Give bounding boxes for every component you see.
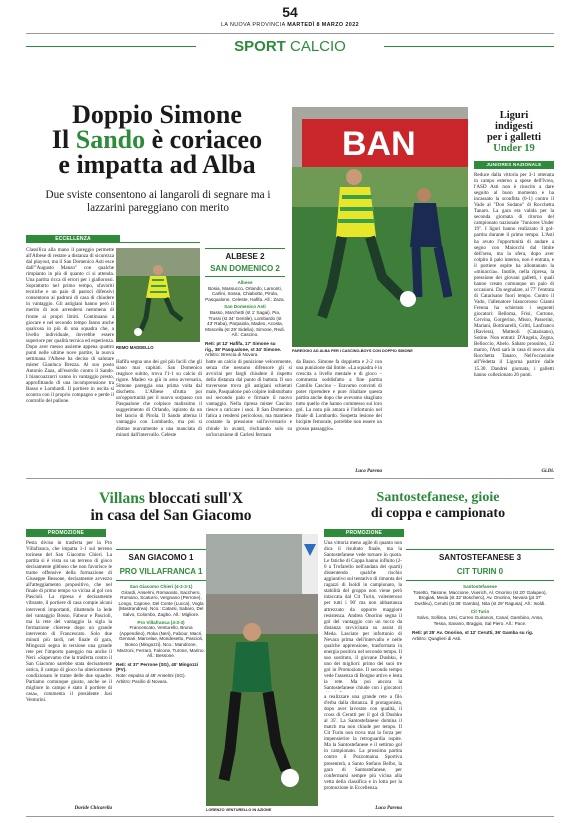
box1-team2: SAN DOMENICO 2 xyxy=(210,264,280,273)
box3-team1-name: Santostefanese xyxy=(463,584,497,589)
main-headline xyxy=(24,102,290,177)
photo-match-action xyxy=(292,107,468,347)
br-title-1: Santostefanese, gioie xyxy=(376,490,500,505)
bl-author: Davide Chicarella xyxy=(74,806,112,811)
br-title-2: di coppa e campionato xyxy=(370,506,506,521)
side-title-3: per i galletti xyxy=(486,132,542,143)
box3-top-rule xyxy=(406,549,554,550)
box1-team2-name: San Domenico Asti xyxy=(224,304,266,310)
main-bottom-rule xyxy=(26,478,554,479)
photo3-caption: LORENZO VENTURELLO IN AZIONE xyxy=(206,808,272,812)
side-text: Reduce dalla vittoria per 3-1 ottenuta in campo esterno a spese dell'Ivrea, l'ASD Asti non è riuscito a dare seguito al buon momento e ha incassato la sconfitta (0-1) contro il Vado al "Don Sodano" di Rocchetta Tanaro. La gara era valida per la seconda giornata di ritorno del campionato nazionale "Juniores Under 19". I liguri hanno realizzato il gol-partita durante il primo tempo. L'Asti ha avuto l'opportunità di andare a segno con Maiocchi dal limite dell'area, ma la sfera, dopo aver colpito il palo interno, non è entrata, e il portiere ospite ha allontanato la «minaccia». Inutile, nella ripresa, la pressione dei giovani galletti, i quali hanno creato comunque un paio di occasioni. Da segnalare, al 77' l'entrata di Catarisano fuori tempo. Contro il Vado, l'allenatore biancorosso Gianni Frenna ha schierato i seguenti giocatori: Belloma, Frisi, Curtone, Cervina, Gorgerino, Misso, Passerini, Mariani, Bottinarelli, Gritti, Lanfranco (Raviera), Matteoli (Catarisano), Sotine. Non entrati: D'Angela, Zegna, Belloccio, Abelo. Sabato prossimo, 12 marzo, l'Asti sarà in casa di nuovo alla Rocchetta Tanaro, Nell'occasione all'Vedetta il Ligorna partire dalle 15.30. Dandrei giornata, i galletti hanno collezionato 26 punti. xyxy=(474,172,554,378)
box1-team1-name: Albese xyxy=(237,280,253,285)
header-rule-left xyxy=(26,46,196,47)
header-rule-left xyxy=(26,33,554,34)
box3-team1: SANTOSTEFANESE 3 xyxy=(438,553,522,562)
box3-team2-name: Cit Turin xyxy=(470,609,490,615)
box3-team1-lineup: Tosetto, Taisone, Maccione, Vuerich, Al. Onorino (st 20' Galupeo), Brogiati, Meda (st 32' Boschero), Av. Onorino, Nevara (pt 37' Dushku), Cerutti (st 36' Gamba), Nita (st 29' Ragusa). All.: Isoldi. xyxy=(413,589,547,606)
box2-lineups xyxy=(116,584,206,684)
box1-referee: Arbitro: Brescia di Novara. xyxy=(205,352,259,358)
banner-text: BAN xyxy=(342,125,416,163)
page-number: 54 xyxy=(282,4,298,20)
br-tag: PROMOZIONE xyxy=(324,529,404,537)
photo2-caption: PAREGGIO AD ALBA PER I CASCINO-BOYS CON DOPPIO SIMONE xyxy=(292,349,413,353)
bl-tag: PROMOZIONE xyxy=(26,529,106,537)
box2-top-rule xyxy=(116,549,206,550)
main-section-tag: ECCELLENZA xyxy=(26,235,120,243)
player-illustration xyxy=(116,248,200,342)
box3-mid-rule xyxy=(406,580,554,581)
photo-player-yellow xyxy=(116,248,200,342)
page-date: MARTEDÌ 8 MARZO 2022 xyxy=(287,22,360,28)
bl-title-2: in casa del San Giacomo xyxy=(90,507,252,524)
box2-team2-lineup: Francescato, Venturello, Bruna (Appendino), Roka (Neri), Fabour, Macri, Gennari, Marcelae, Mondesetto, Pascioli, Bosco (Mingozzi). Nco.: Mandrone, Marzoni, Ferraro, Falcone, Turone, Marino. All.: Bessone. xyxy=(117,625,205,659)
box1-goals: Reti: pt 12' Hafifa, 17' Simone su rig., 38' Pasqualone, st 34' Simone. xyxy=(205,340,282,352)
br-author: Luca Parena xyxy=(375,806,402,811)
main-col1: Classifica alla mano il pareggio permette all'Albese di restare a distanza di sicurezza dal playout, ma il San Domenico Asti esce dall'"Augusto Manzo" con qualche rimpianto in più di quanto ci si attenda. Una partita ricca di errori per i giallorossi. Soprattutto nel primo tempo, sfavoriti tecniche e un paio di pastoci difensivi consentono ai padroni di casa di chiudere in vantaggio. Gli astigiani hanno però il merito di non arrendersi nemmeno di fronte ai propri limiti. Continuano a giocare e nel secondo tempo fanno anche qualcosa in più di una squadra che, a livello individuale, dovrebbe essere superiore per qualità tecnica ed esperienza. Dopo aver messo assieme appena quattro punti nelle ultime nove partite, la nuova settimana l'Albese ha deciso di salutare mister Gianluca Brezza. Al suo posto Antonio Zaza, all'esordio contro il Sando. I biancoazzurri vanno in vantaggio presto, approfittando di una incomprensione tra Basso e Lombardi. Il portiere in uscita si scontra con il proprio compagno e perde il controllo del pallone. xyxy=(26,247,114,405)
box2-team1: SAN GIACOMO 1 xyxy=(128,553,194,562)
section-calcio: CALCIO xyxy=(290,38,346,55)
bl-title-1: Villans bloccati sull'X xyxy=(98,490,244,507)
box1-mid-rule xyxy=(205,276,285,277)
masthead-line xyxy=(180,22,400,28)
side-headline xyxy=(474,110,554,154)
box1-team2-lineup: Basso, Marchetti (st 1' Sagai), Pia, Trussi (st 34' Gentile), Lombardo (st 43' Raba), Parpaiola, Madeo, Acosta, Moscella (st 25' Sidelia), Simone, Redi. All.: Cascino. xyxy=(205,309,285,338)
br-col1: Una vittoria meno agile di quanto non dica il risultato finale, ma la Santostefanese vede tornare in quota. Le fatiche di Coppa hanno influito (2-0 a Trofarello nell'andata dei quarti) dissentendo qualche rischio aggiuntivo sul tentativo di rimonta dei ragazzi di Isoldi in campionato, la stabilità del gruppo non viene però intaccata dal Cit Turin, volenteroso per tutti i 90' ma non abbastanza attrezzato da opporre maggiore resistenza. Andrea Onorino segna il gol del vantaggio con un tocco da distanza ravvicinata su assist di Meda. Lasciato per infortunio di Nevara prima dell'intervallo e nelle qualche apprensione, trasformata in energia positiva nel secondo tempo. Il suo sostituto, il giovane Dushku, è uno dei migliori: primo dei suoi tre gol in Promozione. Il secondo tempo vede l'assenza di Borgne attivo e lesta la rete. Ma poi ancora la Santostefanese chiude con i giocatori xyxy=(324,540,402,692)
side-tag: JUNIORES NAZIONALE xyxy=(474,161,554,169)
section-sport: SPORT xyxy=(234,38,286,55)
box2-referee: Arbitro: Pacilio di Novara. xyxy=(116,678,168,684)
box1-lineups xyxy=(205,280,285,358)
box1-team1-lineup: Bosia, Massucco, Orlando, Lamonti, Carlini, Sossa, Chiabotto, Pirola, Pasqualone, Celeste, Hafifa. All.: Zaza. xyxy=(205,285,285,302)
box3-goals: Reti: pt 25' Av. Onorino, st 12' Cerutti, 36' Gamba su rig. xyxy=(412,630,534,636)
main-col3: batte un calcio di punizione velocemente, senza che nessuno difensore gli si avvicini per fargli chiudere il rispetto della distanza dal punto di battuta. Il suo traversone trova gli astigiani schierati male, Pasqualone può colpire indisturbato sul secondo palo e firmare il nuovo vantaggio. Nella ripresa mister Cascino riesce a caricare i suoi. Il San Domenico fatica a rendersi pericoloso, ma mantiene costante la pressione sull'avversario e chiude in avanti, rischiando solo su un'incursione di Carlesi fermata xyxy=(206,359,292,438)
venturello-illustration xyxy=(206,534,318,806)
box3-team2-lineup: Salvo, Sollima, Ursi, Curreo Guiranos, Canal, Gambino, Ansa, Tessa, Savano, Braggio, Sal Piero. All.: Pace. xyxy=(416,614,544,626)
box3-referee: Arbitro: Quaglieri di Asti. xyxy=(412,635,462,641)
box2-mid-rule xyxy=(116,580,206,581)
box2-team2: PRO VILLAFRANCA 1 xyxy=(119,567,203,576)
section-label xyxy=(200,38,380,55)
main-subtitle: Due sviste consentono ai langaroli di segnare ma i lazzarini pareggiano con merito xyxy=(45,189,271,214)
box2-team2-name: Pro Villafranca (4-3-3) xyxy=(137,619,185,625)
bottom-rule xyxy=(26,816,554,817)
box2-team1-name: San Giacomo Chieri (4-2-3-1) xyxy=(129,584,193,589)
match-illustration xyxy=(292,107,468,347)
paper-name: LA NUOVA PROVINCIA xyxy=(220,22,286,28)
photo-venturello xyxy=(206,534,318,806)
side-title-2: indigesti xyxy=(495,121,533,132)
bl-col1: Pesta diviso in trasferta per la Pro Villafranca, che impatta 1-1 sul terreno torinese del San Giacomo Chieri. La partita si è vista su un terreno di gioco decisamente gibboso che non favorisce le trame offensive della formazione di Giuseppe Bessone, decisamente avvezzo all'atteggiamento propositivo, che nel finale di primo tempo va vicina al gol con Pascioli. La ripresa è decisamente vibrante, il portiere di casa compie alcuni interventi importanti, ribattendo la lede del vantaggio Bosso, Fabour e Pascioli, ma la rete del vantaggio la sigla la formazione chierese dopo un grande intervento di Francescato. Solo due minuti più tardi, nel finale di gara, Mingozzi segna in tersione una grande rete per l'importo pareggio ma anche il Neri. «Sapevamo che la trasferta contro il San Giacomo sarebbe stata decisamente ostica, il campo di gioco ha ulteriormente condizionato le trame delle due squadre. Partiamo comunque giusto, anche se il migliore in campo è stato il portiere di casa», commenta il presidente Josi Venturini. xyxy=(26,540,112,704)
header-rule-right xyxy=(384,46,554,47)
br-headline xyxy=(322,490,554,522)
main-col4: da Basso. Simone fa doppietta e 2-2 con una punizione dal limite. «La squadra è in crescita a livello mentale e di gioco – commenta soddisfatto a fine partita Camillo Cascino – Eravamo convinti di poter riprendere e pure ribaltare questa partita anche dopo che avevamo sbagliato tutto quello che hanno commesso sui loro gol. La nota più amara è l'infortunio nel finale di Lombardo. Sospetta lesione dei bicipite femorale, potrebbe non essere un grosso passaggio». xyxy=(296,359,382,432)
side-author: Gi.Di. xyxy=(541,469,554,474)
br-col2: a realizzare una grande rete a filo d'erba dalla distanza. Il protagonista, dopo aver lavorato con qualità, il cross di Cerutti per il gol di Dushku al 35'. La Santostefanese domina il match ma non chiude per tempo. Il Cit Turin non trova mai la forza per impensierire la retroguardia ospite. Ma la Santostefanese e il settimo gol in campionato. La prossima partita contro il Pozzomaina Sportiva presenterà, a Santo Stefano Belbo, la gara di Santostefanese, per confermarsi sempre più vicina alla vetta della classifica e in lotta per la promozione in Eccellenza. xyxy=(324,694,402,791)
main-col2: Hafifa segna uno dei gol più facili che gli siano mai capitati. San Domenico reagisce subito, trova l'1-1 su calcio di rigore. Madeo va giù in area avversaria, Simone pareggia una prima volta dal dischetto. L'Albese sfrutta poi un'opportunità per il nuovo sorpasso con Pasqualone che colpisce malissimo il suggerimento di Orlando, ispirato da un bel lancio di Pirola. Il Sando alterna il vantaggio con Lombardo, ma poi si distrae nuovamente a una manciata di minuti dall'intervallo. Celeste xyxy=(116,359,202,438)
box3-lineups xyxy=(412,584,548,641)
tag-rule xyxy=(120,242,200,243)
side-title-1: Liguri xyxy=(499,110,529,121)
box1-top-rule xyxy=(205,248,285,249)
headline-line1: Doppio Simone xyxy=(72,100,242,129)
headline-line3: e impatta ad Alba xyxy=(58,150,256,179)
box2-notes: Note: espulso al 48' Anselmi (SG). xyxy=(116,672,186,678)
box2-goals: Reti: st 37' Perrone (SG), 40' Mingozzi (PV). xyxy=(116,661,199,673)
box1-team1: ALBESE 2 xyxy=(225,252,265,261)
bl-headline xyxy=(26,490,316,524)
box2-team1-lineup: Girardi, Anselmi, Romanato, Sacchero, Romano, Scaturro, Vergnano (Perrone), Longo, Capone, Del Conte (Lucca), Vogla (Mastrandrea). Nco.: Catarsi, Sabaro, Del Salvo, Colombo, Zagbo. All.: Migliore. xyxy=(118,589,204,617)
side-title-4: Under 19 xyxy=(493,143,535,154)
headline-line2: Il Sando è coriaceo xyxy=(51,125,263,154)
box3-team2: CIT TURIN 0 xyxy=(456,567,504,576)
photo1-caption: REMO MADDELLO xyxy=(116,345,154,350)
main-author: Luca Parena xyxy=(355,469,382,474)
